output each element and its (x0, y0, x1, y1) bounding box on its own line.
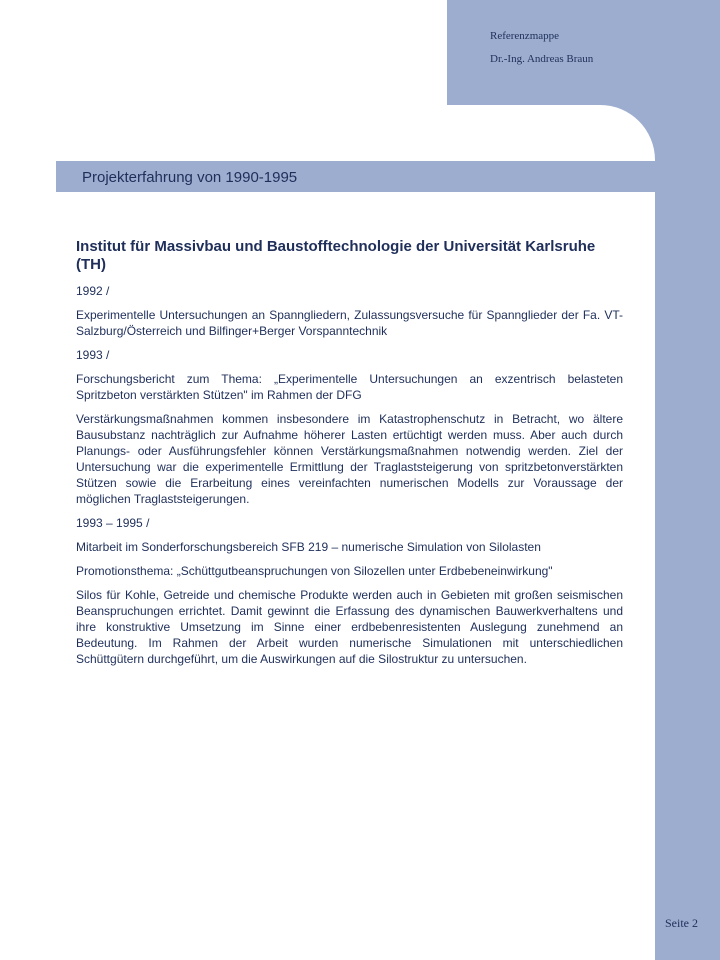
paragraph-sfb219: Mitarbeit im Sonderforschungsbereich SFB 219 – numerische Simulation von Silolasten (76, 540, 541, 554)
year-1993: 1993 / (76, 348, 110, 362)
main-content (76, 238, 623, 675)
institute-heading: Institut für Massivbau und Baustofftechnologie der Universität Karlsruhe (TH) (76, 238, 596, 273)
paragraph-silos: Silos für Kohle, Getreide und chemische Produkte werden auch in Gebieten mit großen seismischen Beanspruchungen errichtet. Damit gewinnt die Erfassung des dynamischen Bauwerkverhaltens und ihre konstruktive Umsetzung im Sinne einer erdbebenresistenten Auslegung zunehmend an Bedeutung. Im Rahmen der Arbeit wurden numerische Simulationen mit unterschiedlichen Schüttgütern durchgeführt, um die Auswirkungen auf die Silostruktur zu untersuchen. (76, 588, 623, 666)
paragraph-spannglieder: Experimentelle Untersuchungen an Spanngliedern, Zulassungsversuche für Spannglieder der Fa. VT-Salzburg/Österreich und Bilfinger+Berger Vorspanntechnik (76, 308, 623, 338)
side-bar-decoration (655, 105, 720, 960)
section-title: Projekterfahrung von 1990-1995 (82, 169, 298, 186)
paragraph-promotion: Promotionsthema: „Schüttgutbeanspruchungen von Silozellen unter Erdbebeneinwirkung" (76, 564, 553, 578)
curve-decoration (600, 105, 655, 160)
paragraph-forschungsbericht: Forschungsbericht zum Thema: „Experimentelle Untersuchungen an exzentrisch belasteten Spritzbeton verstärkten Stützen" im Rahmen der DFG (76, 372, 623, 402)
paragraph-verstaerkung: Verstärkungsmaßnahmen kommen insbesondere im Katastrophenschutz in Betracht, wo ältere Bausubstanz nachträglich zur Aufnahme höherer Lasten ertüchtigt werden muss. Aber auch durch Planungs- oder Ausführungsfehler können Verstärkungsmaßnahmen notwendig werden. Ziel der Untersuchung war die experimentelle Ermittlung der Traglaststeigerung von spritzbetonverstärkten Stützen sowie die Erarbeitung eines vereinfachten numerischen Modells zur Voraussage der möglichen Traglaststeigerungen. (76, 412, 623, 506)
page-number: Seite 2 (665, 916, 698, 930)
document-title: Referenzmappe (490, 30, 560, 42)
section-header (56, 161, 655, 192)
year-1992: 1992 / (76, 284, 110, 298)
author-name: Dr.-Ing. Andreas Braun (490, 53, 594, 65)
year-1993-1995: 1993 – 1995 / (76, 516, 150, 530)
